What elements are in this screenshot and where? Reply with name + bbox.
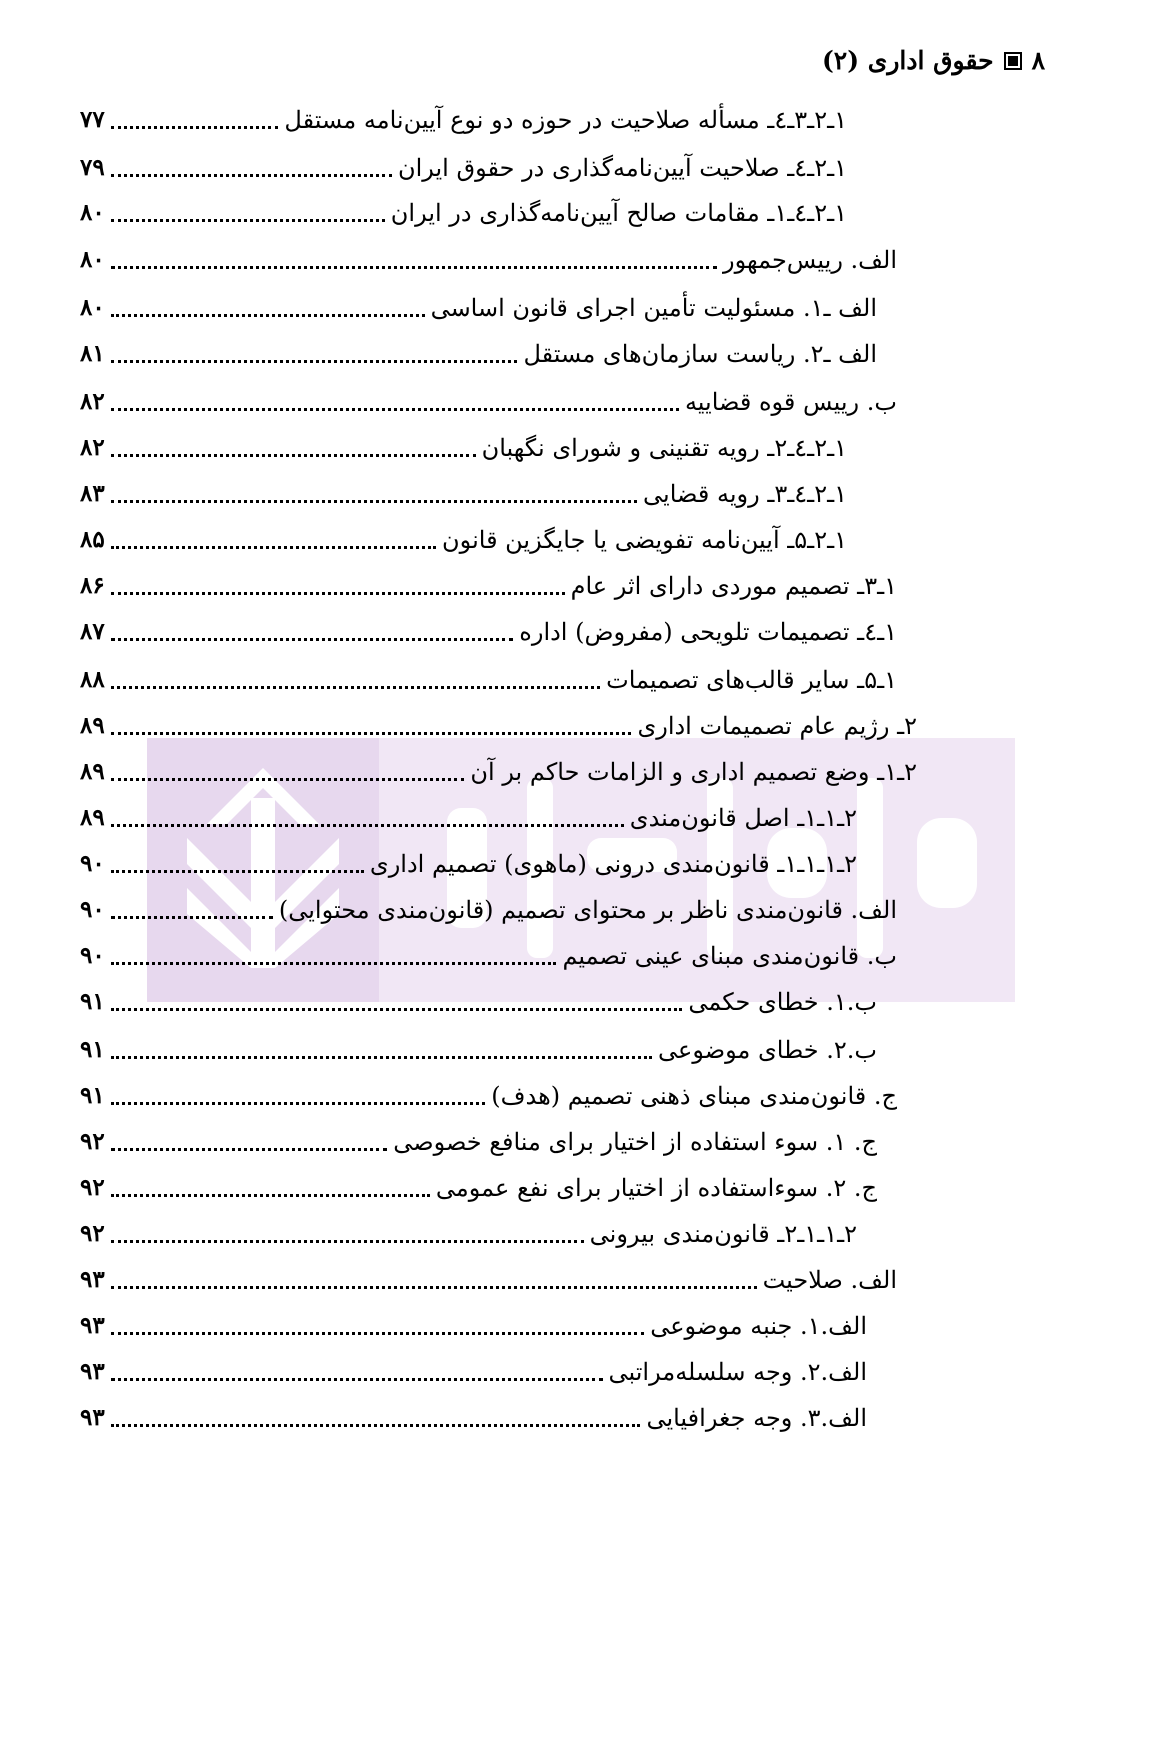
toc-entry-page-number: ۸۹	[80, 712, 105, 739]
toc-entry-page-number: ۹۳	[80, 1312, 105, 1339]
toc-entry-page-number: ۹۳	[80, 1266, 105, 1293]
toc-entry[interactable]	[0, 1076, 1157, 1116]
toc-entry-title: ب.۲. خطای موضوعی	[658, 1036, 877, 1064]
toc-entry-title: ب.۱. خطای حکمی	[688, 988, 877, 1016]
toc-dot-leader	[111, 870, 364, 873]
toc-entry-title: ج. ۲. سوءاستفاده از اختیار برای نفع عمومی	[435, 1174, 877, 1202]
toc-dot-leader	[111, 824, 624, 827]
toc-dot-leader	[111, 592, 565, 595]
toc-entry-page-number: ۸۳	[80, 480, 105, 507]
toc-entry[interactable]	[0, 1260, 1157, 1300]
toc-entry-title: ۱ـ۲ـ۵ـ آیین‌نامه تفویضی یا جایگزین قانون	[442, 526, 847, 554]
toc-entry[interactable]	[0, 706, 1157, 746]
toc-entry-title: الف ـ۱. مسئولیت تأمین اجرای قانون اساسی	[430, 294, 877, 322]
toc-entry-title: ۲ـ۱ـ۱ـ۱ـ قانون‌مندی درونی (ماهوی) تصمیم اداری	[369, 850, 857, 878]
toc-entry[interactable]	[0, 1214, 1157, 1254]
toc-dot-leader	[111, 314, 425, 317]
toc-entry-page-number: ۸۸	[80, 666, 105, 693]
toc-dot-leader	[111, 1286, 757, 1289]
toc-entry[interactable]	[0, 474, 1157, 514]
toc-dot-leader	[111, 454, 476, 457]
toc-entry-page-number: ۹۳	[80, 1404, 105, 1431]
toc-entry-page-number: ۹۱	[80, 988, 105, 1015]
toc-entry[interactable]	[0, 1122, 1157, 1162]
toc-dot-leader	[111, 1148, 387, 1151]
toc-entry[interactable]	[0, 382, 1157, 422]
toc-entry-title: الف. رییس‌جمهور	[723, 246, 897, 274]
toc-entry-page-number: ۹۲	[80, 1174, 105, 1201]
toc-entry[interactable]	[0, 566, 1157, 606]
toc-dot-leader	[111, 360, 518, 363]
toc-entry[interactable]	[0, 890, 1157, 930]
toc-entry[interactable]	[0, 428, 1157, 468]
toc-entry-title: ۱ـ۲ـ۳ـ٤ـ مسأله صلاحیت در حوزه دو نوع آیین‌نامه مستقل	[284, 106, 847, 134]
toc-dot-leader	[111, 916, 273, 919]
toc-entry-page-number: ۸۵	[80, 526, 105, 553]
toc-entry[interactable]	[0, 1306, 1157, 1346]
square-bullet-icon	[1004, 52, 1022, 70]
toc-entry-title: الف. قانون‌مندی ناظر بر محتوای تصمیم (قانون‌مندی محتوایی)	[278, 896, 897, 924]
toc-dot-leader	[111, 126, 279, 129]
toc-dot-leader	[111, 732, 632, 735]
toc-entry-page-number: ۹۰	[80, 942, 105, 969]
toc-entry-title: ج. قانون‌مندی مبنای ذهنی تصمیم (هدف)	[491, 1082, 897, 1110]
toc-dot-leader	[111, 1102, 486, 1105]
toc-entry[interactable]	[0, 1030, 1157, 1070]
toc-entry-page-number: ۸۰	[80, 294, 105, 321]
toc-entry-title: الف.۱. جنبه موضوعی	[650, 1312, 867, 1340]
toc-entry-page-number: ۸۲	[80, 388, 105, 415]
toc-dot-leader	[111, 1424, 641, 1427]
toc-entry[interactable]	[0, 193, 1157, 233]
toc-dot-leader	[111, 962, 557, 965]
header-book-title: حقوق اداری (۲)	[821, 46, 994, 75]
toc-entry[interactable]	[0, 752, 1157, 792]
toc-dot-leader	[111, 546, 436, 549]
toc-entry-title: ۱ـ۳ـ تصمیم موردی دارای اثر عام	[570, 572, 897, 600]
toc-entry-title: ج. ۱. سوء استفاده از اختیار برای منافع خصوصی	[393, 1128, 877, 1156]
toc-entry[interactable]	[0, 660, 1157, 700]
toc-dot-leader	[111, 408, 679, 411]
toc-entry[interactable]	[0, 1352, 1157, 1392]
toc-entry-page-number: ۷۷	[80, 106, 105, 133]
toc-entry[interactable]	[0, 288, 1157, 328]
toc-dot-leader	[111, 638, 514, 641]
header-page-number: ۸	[1031, 46, 1045, 75]
toc-dot-leader	[111, 1056, 652, 1059]
toc-entry-page-number: ۸۱	[80, 340, 105, 367]
toc-dot-leader	[111, 778, 465, 781]
toc-entry[interactable]	[0, 1398, 1157, 1438]
toc-dot-leader	[111, 219, 385, 222]
toc-entry-title: الف. صلاحیت	[762, 1266, 897, 1294]
toc-entry-title: ۱ـ۲ـ٤ـ۳ـ رویه قضایی	[643, 480, 847, 508]
toc-entry-title: ۲ـ۱ـ۱ـ اصل قانون‌مندی	[629, 804, 857, 832]
toc-entry-page-number: ۸۹	[80, 804, 105, 831]
toc-entry[interactable]	[0, 1168, 1157, 1208]
toc-entry-title: ۱ـ۲ـ٤ـ۲ـ رویه تقنینی و شورای نگهبان	[481, 434, 847, 462]
toc-entry-page-number: ۸۹	[80, 758, 105, 785]
toc-entry-page-number: ۸۰	[80, 199, 105, 226]
toc-entry-page-number: ۹۲	[80, 1128, 105, 1155]
toc-entry[interactable]	[0, 148, 1157, 188]
toc-entry-page-number: ۹۳	[80, 1358, 105, 1385]
toc-dot-leader	[111, 1194, 430, 1197]
toc-entry-title: ۱ـ٤ـ تصمیمات تلویحی (مفروض) اداره	[519, 618, 897, 646]
toc-entry-page-number: ۸۲	[80, 434, 105, 461]
toc-entry-page-number: ۹۰	[80, 896, 105, 923]
toc-dot-leader	[111, 500, 637, 503]
toc-entry[interactable]	[0, 844, 1157, 884]
toc-entry[interactable]	[0, 936, 1157, 976]
toc-dot-leader	[111, 1008, 683, 1011]
toc-entry-page-number: ۸۶	[80, 572, 105, 599]
toc-entry[interactable]	[0, 240, 1157, 280]
toc-entry[interactable]	[0, 334, 1157, 374]
toc-entry-title: ب. رییس قوه قضاییه	[684, 388, 897, 416]
toc-entry-page-number: ۹۱	[80, 1082, 105, 1109]
toc-entry-title: ۱ـ۲ـ٤ـ صلاحیت آیین‌نامه‌گذاری در حقوق ایران	[397, 154, 847, 182]
running-header	[822, 46, 1045, 75]
toc-entry[interactable]	[0, 612, 1157, 652]
toc-dot-leader	[111, 686, 600, 689]
toc-entry-page-number: ۸۷	[80, 618, 105, 645]
toc-entry-title: ۱ـ۵ـ سایر قالب‌های تصمیمات	[606, 666, 897, 694]
toc-dot-leader	[111, 1240, 584, 1243]
toc-entry-title: الف ـ۲. ریاست سازمان‌های مستقل	[523, 340, 877, 368]
toc-entry-page-number: ۹۲	[80, 1220, 105, 1247]
toc-entry-title: ۱ـ۲ـ٤ـ۱ـ مقامات صالح آیین‌نامه‌گذاری در ایران	[390, 199, 847, 227]
toc-entry-title: الف.۳. وجه جغرافیایی	[646, 1404, 867, 1432]
toc-entry-page-number: ۹۰	[80, 850, 105, 877]
toc-dot-leader	[111, 1378, 603, 1381]
toc-entry-page-number: ۹۱	[80, 1036, 105, 1063]
toc-entry[interactable]	[0, 982, 1157, 1022]
toc-entry[interactable]	[0, 100, 1157, 140]
toc-dot-leader	[111, 266, 717, 269]
toc-entry-title: ۲ـ۱ـ وضع تصمیم اداری و الزامات حاکم بر آن	[470, 758, 917, 786]
toc-entry-title: ۲ـ۱ـ۱ـ۲ـ قانون‌مندی بیرونی	[589, 1220, 857, 1248]
toc-entry-page-number: ۷۹	[80, 154, 105, 181]
toc-entry-title: ۲ـ رژیم عام تصمیمات اداری	[637, 712, 917, 740]
toc-entry-page-number: ۸۰	[80, 246, 105, 273]
toc-entry-title: الف.۲. وجه سلسله‌مراتبی	[608, 1358, 867, 1386]
toc-entry[interactable]	[0, 520, 1157, 560]
toc-entry-title: ب. قانون‌مندی مبنای عینی تصمیم	[562, 942, 897, 970]
toc-entry[interactable]	[0, 798, 1157, 838]
toc-dot-leader	[111, 174, 392, 177]
toc-dot-leader	[111, 1332, 645, 1335]
